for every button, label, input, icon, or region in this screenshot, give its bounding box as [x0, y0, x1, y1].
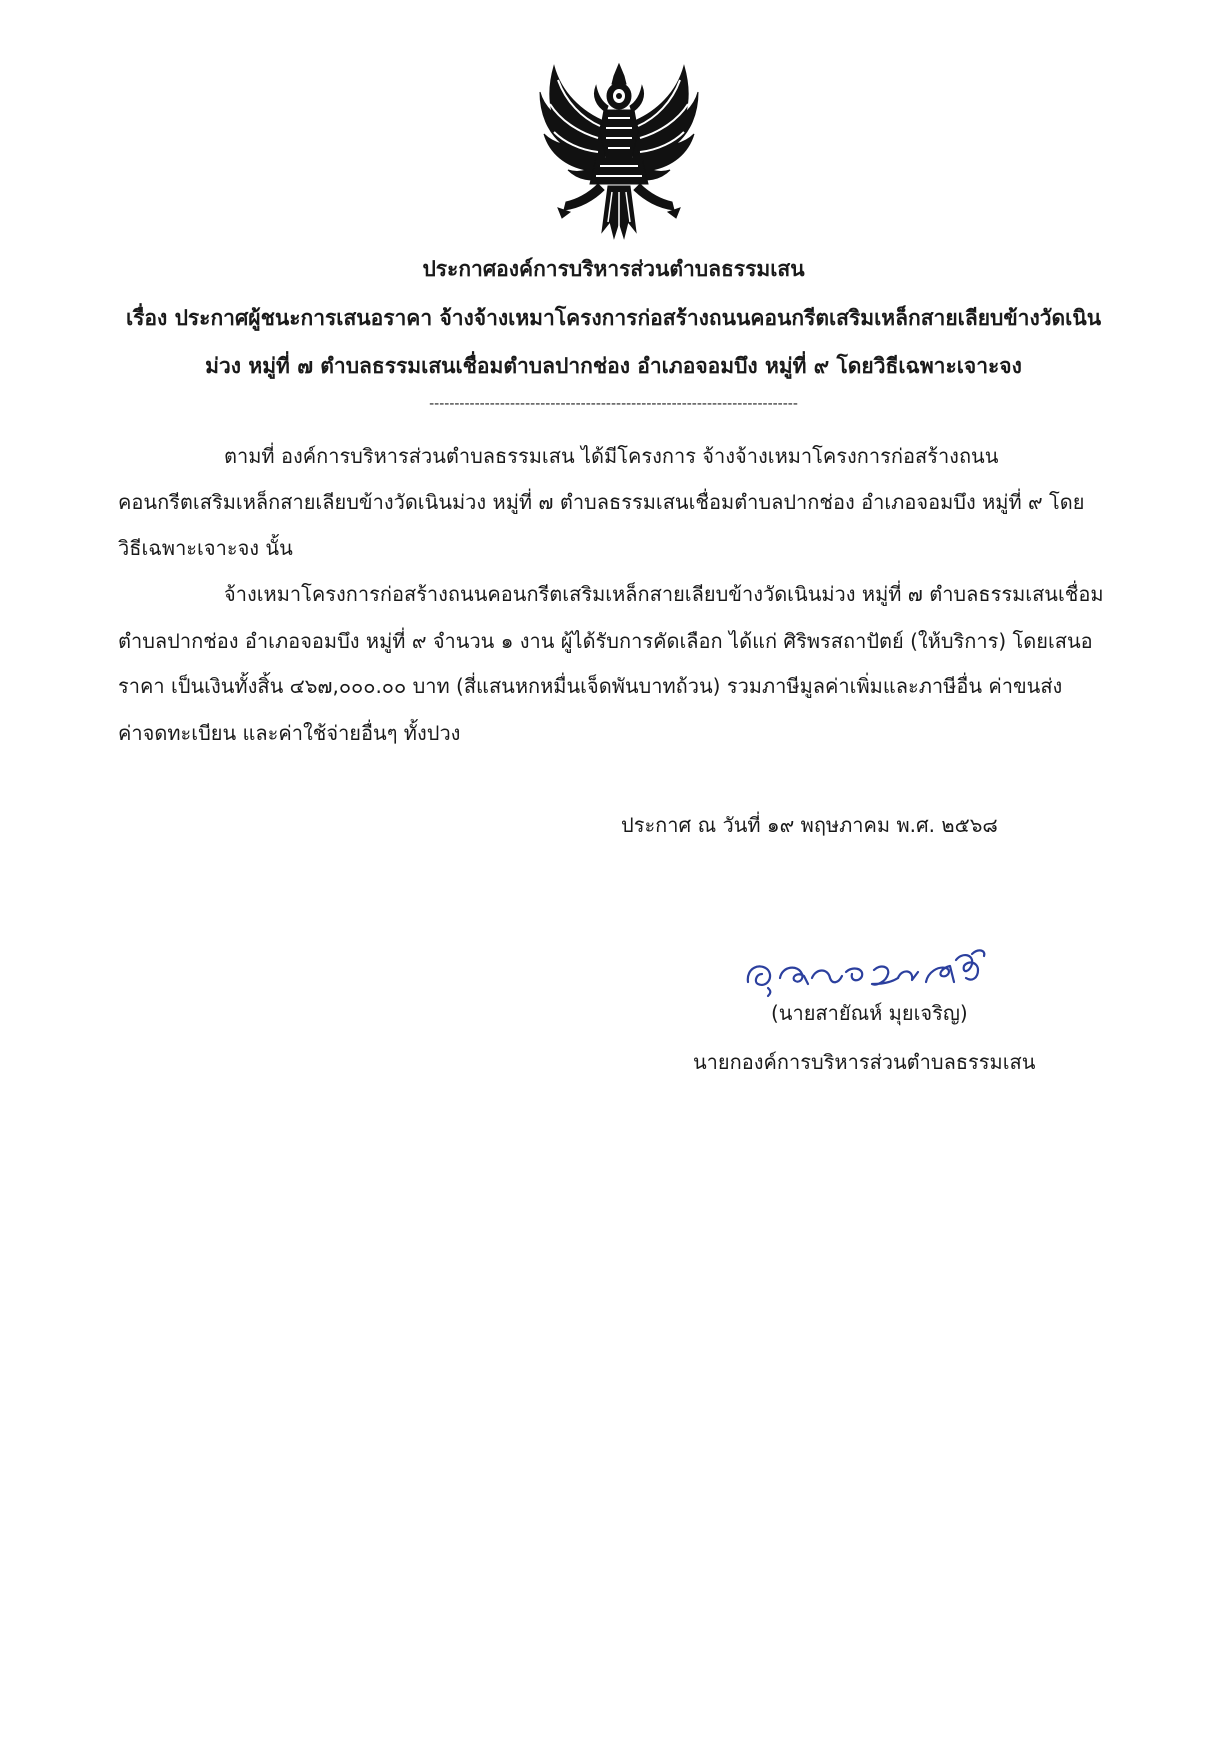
para2-line-3: ราคา เป็นเงินทั้งสิ้น ๔๖๗,๐๐๐.๐๐ บาท (สี่แสนหกหมื่นเจ็ดพันบาทถ้วน) รวมภาษีมูลค่าเพิ่มและภาษีอื่น ค่าขนส่ง — [118, 674, 1063, 698]
announcement-date: ประกาศ ณ วันที่ ๑๙ พฤษภาคม พ.ศ. ๒๕๖๘ — [621, 813, 998, 837]
signatory-name: (นายสายัณห์ มุยเจริญ) — [771, 1001, 968, 1025]
signatory-title: นายกองค์การบริหารส่วนตำบลธรรมเสน — [693, 1050, 1036, 1074]
para1-line-1: ตามที่ องค์การบริหารส่วนตำบลธรรมเสน ได้มีโครงการ จ้างจ้างเหมาโครงการก่อสร้างถนน — [224, 444, 999, 468]
para1-line-3: วิธีเฉพาะเจาะจง นั้น — [118, 536, 293, 560]
header-subject-line-2: ม่วง หมู่ที่ ๗ ตำบลธรรมเสนเชื่อมตำบลปากช่อง อำเภอจอมบึง หมู่ที่ ๙ โดยวิธีเฉพาะเจาะจง — [205, 354, 1022, 378]
para2-line-4: ค่าจดทะเบียน และค่าใช้จ่ายอื่นๆ ทั้งปวง — [118, 721, 461, 745]
header-divider: ------------------------------------------------------------------------- — [429, 396, 798, 412]
header-subject-line-1: เรื่อง ประกาศผู้ชนะการเสนอราคา จ้างจ้างเหมาโครงการก่อสร้างถนนคอนกรีตเสริมเหล็กสายเลียบข้างวัดเนิน — [125, 306, 1102, 330]
para2-line-1: จ้างเหมาโครงการก่อสร้างถนนคอนกรีตเสริมเหล็กสายเลียบข้างวัดเนินม่วง หมู่ที่ ๗ ตำบลธรรมเสนเชื่อม — [224, 582, 1104, 606]
para2-line-2: ตำบลปากช่อง อำเภอจอมบึง หมู่ที่ ๙ จำนวน ๑ งาน ผู้ได้รับการคัดเลือก ได้แก่ ศิริพรสถาปัตย์ (ให้บริการ) โดยเสนอ — [118, 629, 1093, 653]
para1-line-2: คอนกรีตเสริมเหล็กสายเลียบข้างวัดเนินม่วง หมู่ที่ ๗ ตำบลธรรมเสนเชื่อมตำบลปากช่อง อำเภอจอมบึง หมู่ที่ ๙ โดย — [118, 490, 1085, 514]
garuda-emblem-icon — [536, 62, 702, 240]
header-agency-title: ประกาศองค์การบริหารส่วนตำบลธรรมเสน — [422, 257, 805, 281]
